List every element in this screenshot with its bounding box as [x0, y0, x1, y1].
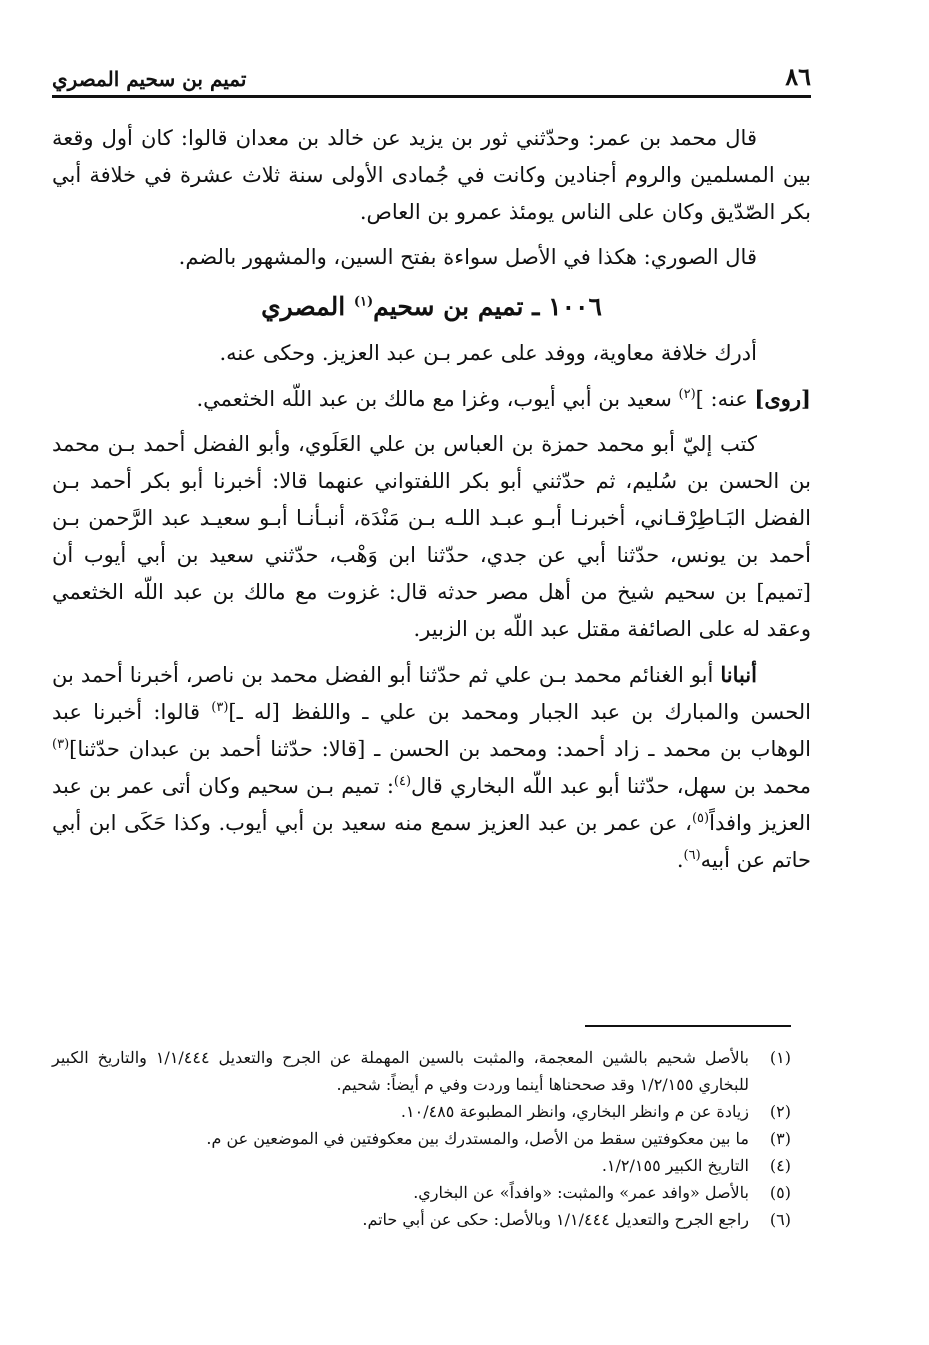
page-header: [52, 58, 811, 98]
footnote-number: (٣): [769, 1129, 791, 1148]
footnote-5: [52, 1179, 791, 1206]
footnote-number: (٦): [769, 1210, 791, 1229]
main-text: [52, 120, 811, 887]
paragraph-6-text-b: قالوا: أخبرنا عبد الوهاب بن محمد ـ زاد أحمد: ومحمد بن الحسن ـ [قالا: حدّثنا أحمد بن عبدان حدّثنا]: [52, 700, 811, 761]
footnote-text: زيادة عن م وانظر البخاري، وانظر المطبوعة ١٠/٤٨٥.: [400, 1102, 749, 1121]
footnote-ref-4: (٤): [393, 774, 412, 789]
footnote-text: ما بين معكوفتين سقط من الأصل، والمستدرك بين معكوفتين في الموضعين عن م.: [206, 1129, 749, 1148]
footnote-ref-3b: (٣): [52, 737, 70, 752]
footnote-ref-1: (١): [353, 294, 374, 310]
footnote-1: [52, 1044, 791, 1098]
paragraph-6-text-f: .: [676, 848, 684, 872]
anbana-label: أنبانا: [720, 662, 757, 687]
paragraph-6: [52, 656, 811, 879]
footnote-number: (٥): [769, 1183, 791, 1202]
paragraph-6-text-e: ، عن عمر بن عبد العزيز سمع منه سعيد بن أبي أيوب. وكذا حَكَى ابن أبي حاتم عن أبيه: [52, 811, 811, 872]
paragraph-2: قال الصوري: هكذا في الأصل سواءة بفتح السين، والمشهور بالضم.: [178, 245, 757, 269]
paragraph-6-text-d: : تميم بـن سحيم وكان أتى عمر بن عبد العزيز وافداً: [52, 774, 811, 835]
footnote-number: (٢): [769, 1102, 791, 1121]
footnote-2: [52, 1098, 791, 1125]
footnote-text: التاريخ الكبير ١/٢/١٥٥.: [601, 1156, 749, 1175]
entry-title-text: ١٠٠٦ ـ تميم بن سحيم: [373, 292, 602, 321]
footnote-ref-6: (٦): [683, 848, 701, 863]
footnote-divider: [585, 1025, 791, 1027]
paragraph-1: قال محمد بن عمر: وحدّثني ثور بن يزيد عن خالد بن معدان قالوا: كان أول وقعة بين المسلمين والروم أجنادين وكانت في جُمادى الأولى سنة ثلاث عشرة في خلافة أبي بكر الصّدّيق وكان على الناس يومئذ عمرو بن العاص.: [52, 126, 811, 224]
paragraph-6-text-a: أبو الغنائم محمد بـن علي ثم حدّثنا أبو الفضل محمد بن ناصر، أخبرنا أحمد بن الحسن والمبارك بن عبد الجبار ومحمد بن علي ـ واللفظ [له ـ]: [52, 663, 811, 724]
page-number: ٨٦: [785, 62, 811, 91]
footnote-text: بالأصل «وافد عمر» والمثبت: «وافداً» عن البخاري.: [413, 1183, 749, 1202]
riwaya-label: [روى]: [754, 386, 811, 411]
footnote-number: (٤): [769, 1156, 791, 1175]
footnote-3: [52, 1125, 791, 1152]
paragraph-4-text-b: سعيد بن أبي أيوب، وغزا مع مالك بن عبد اللّه الخثعمي.: [196, 387, 679, 411]
entry-title-end: المصري: [261, 292, 354, 321]
paragraph-5: كتب إليّ أبو محمد حمزة بن العباس بن علي العَلَوي، وأبو الفضل أحمد بـن محمد بن الحسن بن سُليم، ثم حدّثني أبو بكر اللفتواني عنهما قالا: أخبرنا أبو بكر أحمد بـن الفضل البَـاطِرْقـاني، أخبرنـا أبـو عبـد اللـه بـن مَنْدَة، أنبـأنـا أبـو سعيـد عبد الرَّحمن بـن أحمد بن يونس، حدّثنا أبي عن جدي، حدّثنا ابن وَهْب، حدّثني سعيد بن أبي أيوب أن [تميم] بن سحيم شيخ من أهل مصر حدثه قال: غزوت مع مالك بن عبد اللّه الخثعمي وعقد له على الصائفة مقتل عبد اللّه بن الزبير.: [52, 432, 811, 641]
footnote-ref-5: (٥): [691, 811, 710, 826]
paragraph-4: [52, 380, 811, 418]
footnote-text: بالأصل شحيم بالشين المعجمة، والمثبت بالسين المهملة عن الجرح والتعديل ١/١/٤٤٤ والتاريخ الكبير للبخاري ١/٢/١٥٥ وقد صححناها أينما وردت وفي م أيضاً: شحيم.: [52, 1048, 749, 1094]
footnote-text: راجع الجرح والتعديل ١/١/٤٤٤ وبالأصل: حكى عن أبي حاتم.: [362, 1210, 749, 1229]
footnote-ref-3a: (٣): [211, 700, 229, 715]
footnote-6: [52, 1206, 791, 1233]
footnote-ref-2: (٢): [678, 387, 696, 402]
paragraph-4-text-a: عنه: ]: [695, 387, 755, 411]
paragraph-3: أدرك خلافة معاوية، ووفد على عمر بـن عبد العزيز. وحكى عنه.: [219, 341, 757, 365]
entry-title: [52, 288, 811, 325]
paragraph-6-text-c: محمد بن سهل، حدّثنا أبو عبد اللّه البخاري قال: [411, 774, 812, 798]
running-title: تميم بن سحيم المصري: [52, 67, 247, 91]
footnotes: [52, 1044, 791, 1233]
footnote-number: (١): [769, 1048, 791, 1067]
footnote-4: [52, 1152, 791, 1179]
